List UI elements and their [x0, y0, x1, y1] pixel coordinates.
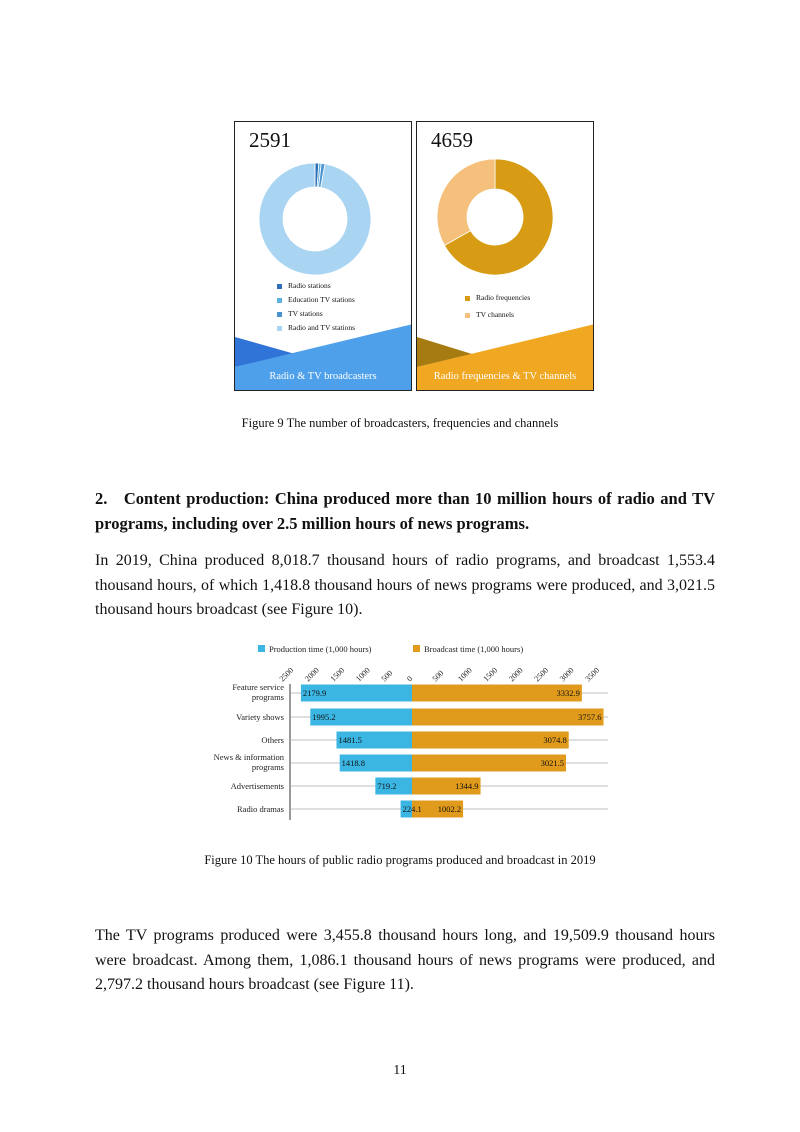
legend-swatch [277, 326, 282, 331]
chart-legend-label: Broadcast time (1,000 hours) [424, 644, 524, 654]
production-value-label: 1481.5 [338, 735, 362, 745]
x-tick-label: 500 [379, 668, 395, 684]
broadcast-value-label: 3757.6 [578, 712, 602, 722]
category-label: programs [251, 692, 284, 702]
legend-label: Radio frequencies [476, 293, 531, 302]
x-tick-label: 2500 [532, 665, 551, 684]
broadcasters-donut [259, 163, 371, 275]
legend-swatch [277, 312, 282, 317]
paragraph-tv: The TV programs produced were 3,455.8 thousand hours long, and 19,509.9 thousand hours were broadcast. Among them, 1,086.1 thousand hours of news programs were produced, and 2,797.2 thousand hours broadcast (see Figure 11). [95, 927, 715, 993]
frequencies-footer-label: Radio frequencies & TV channels [433, 371, 577, 382]
broadcast-bar [412, 709, 604, 726]
legend-label: Radio and TV stations [288, 323, 356, 332]
production-value-label: 224.1 [402, 804, 422, 814]
production-value-label: 2179.9 [302, 688, 327, 698]
x-tick-label: 1500 [481, 665, 500, 684]
broadcast-value-label: 3332.9 [556, 688, 580, 698]
category-label: Advertisements [230, 781, 284, 791]
x-tick-label: 500 [430, 668, 446, 684]
broadcasters-total: 2591 [249, 128, 291, 152]
chart-legend-swatch [258, 645, 265, 652]
legend-swatch [465, 296, 470, 301]
x-tick-label: 3500 [583, 665, 602, 684]
radio-programs-chart [200, 640, 620, 825]
category-label: News & information [213, 752, 284, 762]
legend-swatch [277, 284, 282, 289]
legend-item [277, 279, 355, 293]
production-value-label: 1995.2 [312, 712, 336, 722]
production-value-label: 1418.8 [341, 758, 366, 768]
category-label: Variety shows [236, 712, 284, 722]
page-number: 11 [393, 1063, 407, 1078]
broadcast-value-label: 3074.8 [543, 735, 567, 745]
donut-slice [437, 159, 495, 245]
legend-item [277, 293, 355, 307]
x-tick-label: 1000 [354, 665, 372, 684]
x-tick-label: 3000 [557, 665, 576, 684]
legend-item [465, 308, 530, 322]
category-label: programs [251, 762, 284, 772]
broadcasters-card-graphic [235, 122, 412, 391]
legend-swatch [465, 313, 470, 318]
frequencies-total: 4659 [431, 128, 473, 152]
figure10-caption: Figure 10 The hours of public radio programs produced and broadcast in 2019 [204, 853, 596, 867]
x-tick-label: 1000 [456, 665, 474, 684]
frequencies-card [416, 121, 594, 391]
broadcasters-legend [277, 279, 355, 335]
paragraph-radio: In 2019, China produced 8,018.7 thousand hours of radio programs, and broadcast 1,553.4 thousand hours, of which 1,418.8 thousand hours of news programs were produced, and 3,021.5 thousand hours broadcast (see Figure 10). [95, 552, 715, 618]
category-label: Feature service [232, 682, 284, 692]
section-heading: 2. Content production: China produced more than 10 million hours of radio and TV programs, including over 2.5 million hours of news programs. [95, 489, 715, 533]
legend-label: Radio stations [288, 281, 331, 290]
chart-legend-label: Production time (1,000 hours) [269, 644, 372, 654]
frequencies-card-graphic [417, 122, 594, 391]
x-tick-label: 1500 [328, 665, 347, 684]
donut-slice [259, 163, 371, 275]
legend-label: Education TV stations [288, 295, 355, 304]
x-tick-label: 2000 [303, 665, 321, 684]
category-label: Others [261, 735, 284, 745]
x-tick-label: 2000 [506, 665, 525, 684]
x-tick-label: 2500 [277, 665, 296, 684]
broadcast-value-label: 1344.9 [455, 781, 479, 791]
broadcasters-card [234, 121, 412, 391]
frequencies-legend [465, 291, 530, 322]
x-tick-label: 0 [405, 674, 415, 684]
frequencies-donut [437, 159, 553, 275]
legend-label: TV channels [476, 310, 514, 319]
legend-swatch [277, 298, 282, 303]
legend-label: TV stations [288, 309, 323, 318]
legend-item [277, 307, 355, 321]
category-label: Radio dramas [237, 804, 284, 814]
chart-legend-swatch [413, 645, 420, 652]
figure9-caption: Figure 9 The number of broadcasters, frequencies and channels [241, 416, 559, 430]
legend-item [465, 291, 530, 305]
production-value-label: 719.2 [377, 781, 397, 791]
broadcast-value-label: 1002.2 [437, 804, 462, 814]
broadcasters-footer-label: Radio & TV broadcasters [269, 371, 377, 382]
legend-item [277, 321, 355, 335]
broadcast-value-label: 3021.5 [540, 758, 565, 768]
